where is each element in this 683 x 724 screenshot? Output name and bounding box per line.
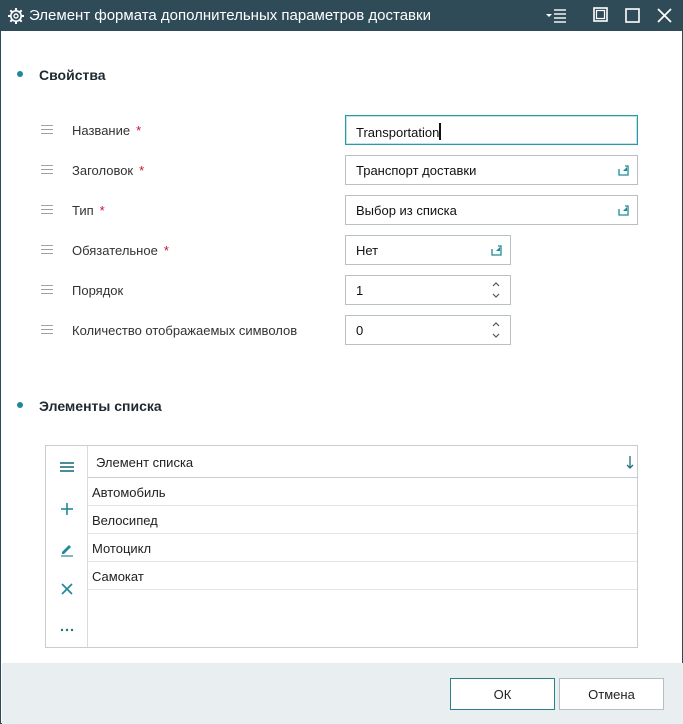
more-actions-button[interactable] [58,620,76,638]
required-select-value: Нет [356,243,379,258]
text-caret [439,123,441,140]
delete-item-button[interactable] [58,580,76,598]
property-label: Порядок [72,283,124,298]
property-label: Заголовок * [72,163,145,178]
dialog-footer [2,663,683,724]
drag-handle-icon[interactable] [41,285,53,295]
select-open-icon[interactable] [491,244,502,255]
required-marker: * [136,123,142,138]
more-icon [58,626,76,641]
order-spinner-value: 1 [356,283,364,298]
edit-item-button[interactable] [58,540,76,558]
char-count-spinner[interactable] [345,315,511,345]
spinner-arrows-icon[interactable] [491,280,501,300]
name-input[interactable] [345,115,638,145]
list-item[interactable] [88,506,637,534]
title-select[interactable] [345,155,638,185]
grid-column-header[interactable] [88,446,637,478]
name-input-value: Transportation [356,125,440,140]
required-select[interactable] [345,235,511,265]
required-marker: * [139,163,145,178]
property-label: Название * [72,123,142,138]
list-item-text: Автомобиль [92,485,166,500]
list-item-text: Велосипед [92,513,158,528]
sort-down-icon[interactable] [626,454,634,470]
select-open-icon[interactable] [618,204,629,215]
bullet-icon [17,402,23,408]
property-row-char-count [41,316,641,346]
window-title: Элемент формата дополнительных параметров доставки [29,7,431,24]
restore-button[interactable] [591,6,611,26]
char-count-spinner-value: 0 [356,323,364,338]
drag-handle-icon[interactable] [41,125,53,135]
list-section-title[interactable] [17,398,162,414]
drag-handle-icon[interactable] [41,165,53,175]
list-item[interactable] [88,534,637,562]
properties-heading-text: Свойства [39,67,106,83]
property-label: Тип * [72,203,105,218]
grid-toolbar [46,446,88,647]
list-item-text: Самокат [92,569,144,584]
restore-icon [591,6,611,26]
list-item-text: Мотоцикл [92,541,152,556]
required-marker: * [163,243,169,258]
close-button[interactable] [655,6,675,26]
delete-icon [58,586,76,601]
list-item[interactable] [88,562,637,590]
maximize-icon [623,6,643,26]
drag-handle-icon[interactable] [41,205,53,215]
property-label: Количество отображаемых символов [72,323,298,338]
property-row-order [41,276,641,306]
cancel-button[interactable]: Отмена [559,678,664,710]
type-select[interactable] [345,195,638,225]
edit-icon [58,546,76,561]
order-spinner[interactable] [345,275,511,305]
list-heading-text: Элементы списка [39,398,162,414]
list-item[interactable] [88,478,637,506]
menu-icon [58,464,76,479]
grid-menu-button[interactable] [58,458,76,476]
type-select-value: Выбор из списка [356,203,457,218]
property-row-required [41,236,641,266]
select-open-icon[interactable] [618,164,629,175]
bullet-icon [17,71,23,77]
property-label: Обязательное * [72,243,169,258]
spinner-arrows-icon[interactable] [491,320,501,340]
menu-icon [545,6,565,26]
maximize-button[interactable] [623,6,643,26]
add-item-button[interactable] [58,500,76,518]
column-header-label: Элемент списка [96,455,194,470]
close-icon [655,6,675,26]
ok-button[interactable]: ОК [450,678,555,710]
properties-section-title[interactable] [17,67,106,83]
drag-handle-icon[interactable] [41,325,53,335]
list-items-grid [45,445,638,648]
drag-handle-icon[interactable] [41,245,53,255]
window-menu-button[interactable] [545,6,565,26]
add-icon [58,506,76,521]
gear-icon [7,7,25,25]
required-marker: * [99,203,105,218]
title-select-value: Транспорт доставки [356,163,477,178]
title-bar[interactable] [1,1,682,31]
